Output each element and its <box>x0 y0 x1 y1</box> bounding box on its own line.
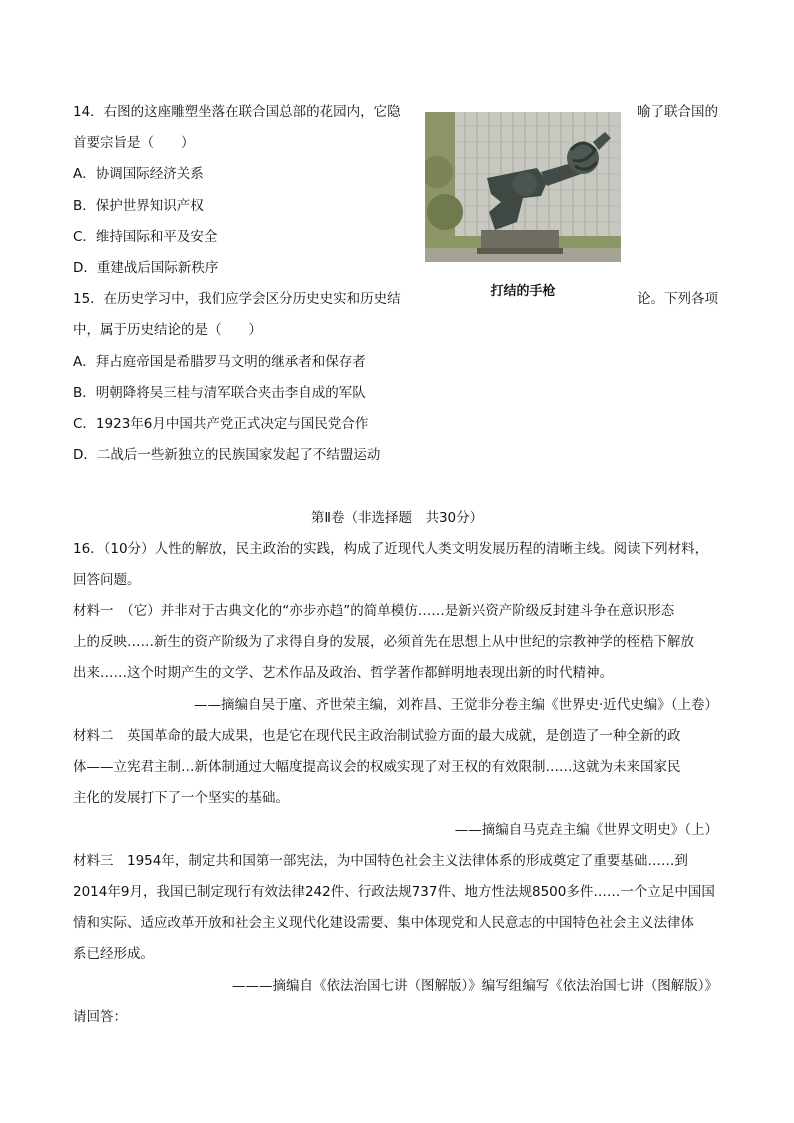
q15-option-c: C．1923年6月中国共产党正式决定与国民党合作 <box>73 416 369 432</box>
q14-line1-cont: 喻了联合国的 <box>637 104 718 120</box>
material2-line2: 体——立宪君主制…新体制通过大幅度提高议会的权威实现了对王权的有效限制……这就为未来国家民 <box>73 759 681 775</box>
q14-option-a: A．协调国际经济关系 <box>73 166 204 182</box>
q16-intro-line2: 回答问题。 <box>73 572 141 588</box>
q14-option-d: D．重建战后国际新秩序 <box>73 260 219 276</box>
material2-source: ——摘编自马克垚主编《世界文明史》（上） <box>454 822 718 838</box>
material3-line3: 情和实际、适应改革开放和社会主义现代化建设需要、集中体现党和人民意志的中国特色社会主义法律体 <box>73 915 694 931</box>
knotted-gun-sculpture-photo <box>425 112 621 262</box>
q15-line1: 15．在历史学习中，我们应学会区分历史史实和历史结 <box>73 291 401 307</box>
q14-line1: 14．右图的这座雕塑坐落在联合国总部的花园内，它隐 <box>73 104 401 120</box>
material1-source: ——摘编自吴于廑、齐世荣主编，刘祚昌、王觉非分卷主编《世界史·近代史编》（上卷） <box>193 697 718 713</box>
q15-option-d: D．二战后一些新独立的民族国家发起了不结盟运动 <box>73 447 381 463</box>
material3-source: ———摘编自《依法治国七讲（图解版）》编写组编写《依法治国七讲（图解版）》 <box>232 978 718 994</box>
material2-line3: 主化的发展打下了一个坚实的基础。 <box>73 790 289 806</box>
q15-line2: 中，属于历史结论的是（ ） <box>73 322 262 338</box>
material3-line4: 系已经形成。 <box>73 946 154 962</box>
material3-line1: 材料三 1954年，制定共和国第一部宪法，为中国特色社会主义法律体系的形成奠定了重要基础……到 <box>73 853 688 869</box>
q16-intro-line1: 16．（10分）人性的解放，民主政治的实践，构成了近现代人类文明发展历程的清晰主线。阅读下列材料， <box>73 541 709 557</box>
q15-line1-cont: 论。下列各项 <box>637 291 718 307</box>
material1-line2: 上的反映……新生的资产阶级为了求得自身的发展，必须首先在思想上从中世纪的宗教神学的桎梏下解放 <box>73 634 694 650</box>
q15-option-a: A．拜占庭帝国是希腊罗马文明的继承者和保存者 <box>73 354 366 370</box>
figure-caption: 打结的手枪 <box>490 284 556 299</box>
material2-line1: 材料二 英国革命的最大成果，也是它在现代民主政治制试验方面的最大成就，是创造了一种全新的政 <box>73 728 681 744</box>
material1-line1: 材料一 （它）并非对于古典文化的“亦步亦趋”的简单模仿……是新兴资产阶级反封建斗争在意识形态 <box>73 603 675 619</box>
material1-line3: 出来……这个时期产生的文学、艺术作品及政治、哲学著作都鲜明地表现出新的时代精神。 <box>73 665 613 681</box>
q14-line2: 首要宗旨是（ ） <box>73 135 195 151</box>
q14-option-b: B．保护世界知识产权 <box>73 198 204 214</box>
section-title: 第Ⅱ卷（非选择题 共30分） <box>310 510 484 526</box>
q15-option-b: B．明朝降将吴三桂与清军联合夹击李自成的军队 <box>73 385 366 401</box>
material3-line2: 2014年9月，我国已制定现行有效法律242件、行政法规737件、地方性法规8500多件……一个立足中国国 <box>73 884 715 900</box>
answer-prompt: 请回答： <box>73 1009 127 1025</box>
q14-option-c: C．维持国际和平及安全 <box>73 229 218 245</box>
